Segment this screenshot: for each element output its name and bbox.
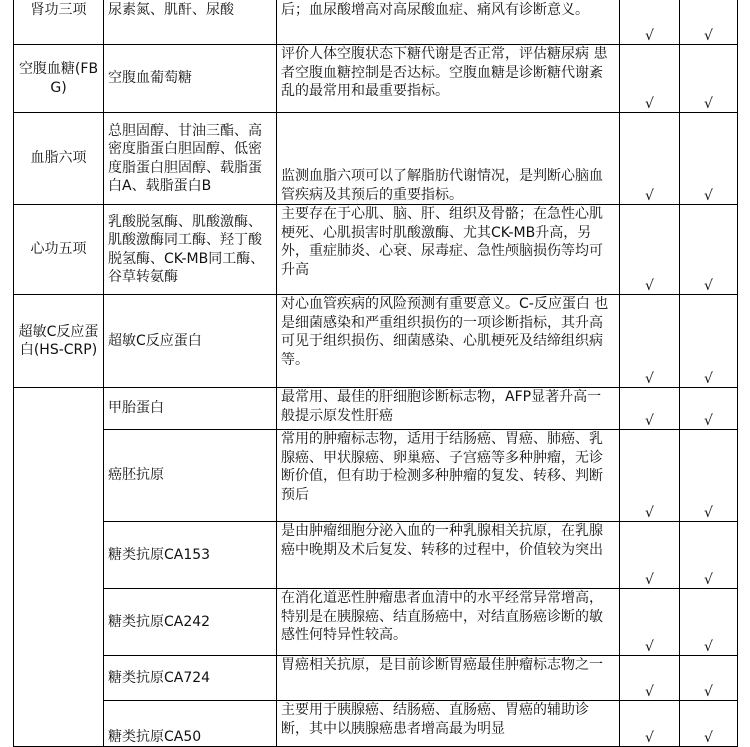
table-row bbox=[14, 656, 738, 701]
category-cell: 心功五项 bbox=[14, 205, 104, 295]
table-row bbox=[14, 589, 738, 656]
item-cell: 超敏C反应蛋白 bbox=[104, 295, 277, 388]
check-cell-1: √ bbox=[620, 430, 680, 522]
item-cell: 乳酸脱氢酶、肌酸激酶、肌酸激酶同工酶、羟丁酸脱氢酶、CK-MB同工酶、谷草转氨酶 bbox=[104, 205, 277, 295]
check-cell-1: √ bbox=[620, 295, 680, 388]
table-row bbox=[14, 205, 738, 295]
table-row bbox=[14, 113, 738, 205]
item-cell: 糖类抗原CA242 bbox=[104, 589, 277, 656]
check-cell-1: √ bbox=[620, 113, 680, 205]
table-row bbox=[14, 295, 738, 388]
category-cell bbox=[14, 388, 104, 747]
table-row bbox=[14, 701, 738, 747]
check-cell-2: √ bbox=[680, 589, 738, 656]
table-row bbox=[14, 388, 738, 430]
table-row bbox=[14, 430, 738, 522]
description-cell: 评价人体空腹状态下糖代谢是否正常，评估糖尿病 患者空腹血糖控制是否达标。空腹血糖是诊断糖代谢紊乱的最常用和最重要指标。 bbox=[277, 45, 620, 113]
item-cell: 糖类抗原CA153 bbox=[104, 522, 277, 589]
check-cell-1: √ bbox=[620, 45, 680, 113]
check-cell-2: √ bbox=[680, 388, 738, 430]
description-cell: 主要存在于心肌、脑、肝、组织及骨骼；在急性心肌梗死、心肌损害时肌酸激酶、尤其CK-MB升高，另外，重症肺炎、心衰、尿毒症、急性颅脑损伤等均可升高 bbox=[277, 205, 620, 295]
item-cell: 总胆固醇、甘油三酯、高密度脂蛋白胆固醇、低密度脂蛋白胆固醇、载脂蛋白A、载脂蛋白B bbox=[104, 113, 277, 205]
category-cell: 血脂六项 bbox=[14, 113, 104, 205]
item-cell: 空腹血葡萄糖 bbox=[104, 45, 277, 113]
check-cell-2: √ bbox=[680, 430, 738, 522]
item-cell: 糖类抗原CA724 bbox=[104, 656, 277, 701]
check-cell-1: √ bbox=[620, 0, 680, 45]
table-row bbox=[14, 45, 738, 113]
check-cell-2: √ bbox=[680, 522, 738, 589]
check-cell-1: √ bbox=[620, 589, 680, 656]
check-cell-2: √ bbox=[680, 205, 738, 295]
check-cell-1: √ bbox=[620, 205, 680, 295]
description-cell: 对心血管疾病的风险预测有重要意义。C-反应蛋白 也是细菌感染和严重组织损伤的一项诊断指标，其升高可见于组织损伤、细菌感染、心肌梗死及结缔组织病等。 bbox=[277, 295, 620, 388]
description-cell: 后；血尿酸增高对高尿酸血症、痛风有诊断意义。 bbox=[277, 0, 620, 45]
description-cell: 胃癌相关抗原，是目前诊断胃癌最佳肿瘤标志物之一 bbox=[277, 656, 620, 701]
item-cell: 尿素氮、肌酐、尿酸 bbox=[104, 0, 277, 45]
table-row bbox=[14, 522, 738, 589]
check-cell-1: √ bbox=[620, 388, 680, 430]
check-cell-2: √ bbox=[680, 295, 738, 388]
table-row bbox=[14, 0, 738, 45]
check-cell-2: √ bbox=[680, 656, 738, 701]
description-cell: 主要用于胰腺癌、结肠癌、直肠癌、胃癌的辅助诊断，其中以胰腺癌患者增高最为明显 bbox=[277, 701, 620, 747]
check-cell-1: √ bbox=[620, 656, 680, 701]
check-cell-1: √ bbox=[620, 522, 680, 589]
description-cell: 在消化道恶性肿瘤患者血清中的水平经常异常增高，特别是在胰腺癌、结直肠癌中，对结直肠癌诊断的敏感性何特异性较高。 bbox=[277, 589, 620, 656]
description-cell: 常用的肿瘤标志物，适用于结肠癌、胃癌、肺癌、乳腺癌、甲状腺癌、卵巢癌、子宫癌等多种肿瘤，无诊断价值，但有助于检测多种肿瘤的复发、转移、判断预后 bbox=[277, 430, 620, 522]
check-cell-2: √ bbox=[680, 113, 738, 205]
description-cell: 监测血脂六项可以了解脂肪代谢情况，是判断心脑血管疾病及其预后的重要指标。 bbox=[277, 113, 620, 205]
check-cell-1: √ bbox=[620, 701, 680, 747]
description-cell: 最常用、最佳的肝细胞诊断标志物，AFP显著升高一般提示原发性肝癌 bbox=[277, 388, 620, 430]
check-cell-2: √ bbox=[680, 701, 738, 747]
exam-items-table bbox=[13, 0, 738, 747]
description-cell: 是由肿瘤细胞分泌入血的一种乳腺相关抗原，在乳腺癌中晚期及术后复发、转移的过程中，价值较为突出 bbox=[277, 522, 620, 589]
item-cell: 癌胚抗原 bbox=[104, 430, 277, 522]
check-cell-2: √ bbox=[680, 45, 738, 113]
item-cell: 甲胎蛋白 bbox=[104, 388, 277, 430]
item-cell: 糖类抗原CA50 bbox=[104, 701, 277, 747]
category-cell: 空腹血糖(FBG) bbox=[14, 45, 104, 113]
check-cell-2: √ bbox=[680, 0, 738, 45]
category-cell: 超敏C反应蛋白(HS-CRP) bbox=[14, 295, 104, 388]
category-cell: 肾功三项 bbox=[14, 0, 104, 45]
